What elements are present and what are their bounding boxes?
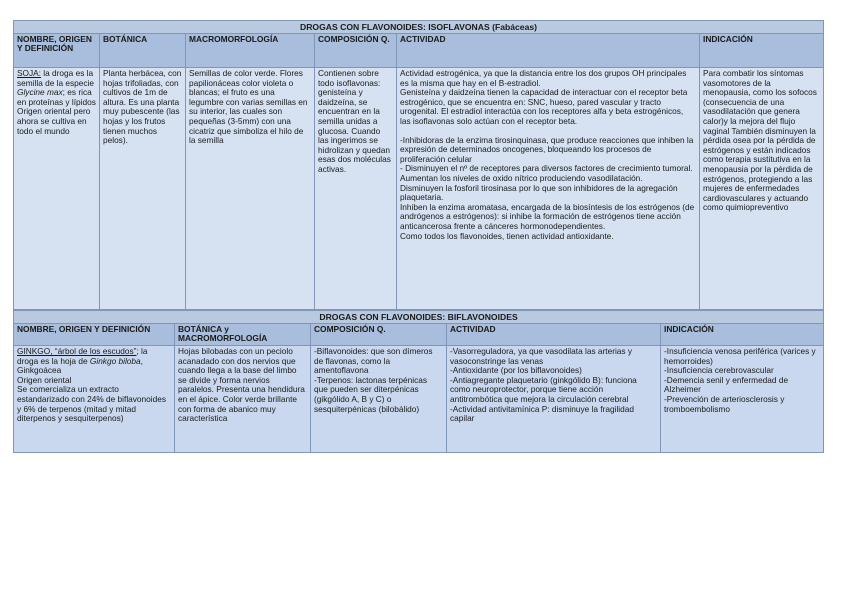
header-composicion: COMPOSICIÓN Q.: [311, 324, 447, 346]
indicacion-paragraph: -Insuficiencia cerebrovascular: [664, 365, 774, 376]
isoflavonas-table: [13, 20, 824, 310]
actividad-paragraph: Actividad estrogénica, ya que la distancia entre los dos grupos OH principales es la misma que hay en el B-estradiol.: [400, 68, 687, 88]
header-macromorfologia: MACROMORFOLOGÍA: [186, 34, 315, 68]
header-botanica: BOTÁNICA: [100, 34, 186, 68]
header-botanica-macromorfologia: BOTÁNICA y MACROMORFOLOGÍA: [175, 324, 311, 346]
indicacion-paragraph: -Demencia senil y enfermedad de Alzheimer: [664, 374, 789, 395]
species-name: Glycine max: [17, 87, 63, 98]
composicion-paragraph: -Terpenos: lactonas terpénicas que pueden ser diterpénicas (gikgólido A, B y C) o sesquiterpénicas (bilobálido): [314, 374, 427, 414]
header-nombre: NOMBRE, ORIGEN Y DEFINICIÓN: [14, 34, 100, 68]
cell-botanica-ginkgo: Hojas bilobadas con un peciolo acanadado con dos nervios que cuando llega a la base del limbo se divide y forma nervios paralelos. Presenta una hendidura en el ápice. Color verde brillante con forma de abanico muy característica: [175, 346, 311, 453]
cell-actividad-ginkgo: [447, 346, 661, 453]
indicacion-paragraph: -Insuficiencia venosa periférica (varices y hemorroides): [664, 346, 816, 366]
nombre-text-b: ; es rica en proteínas y lípidos: [17, 87, 96, 107]
biflavonoides-table: [13, 310, 824, 453]
cell-nombre-ginkgo: [14, 346, 175, 453]
header-indicacion: INDICACIÓN: [700, 34, 824, 68]
header-actividad: ACTIVIDAD: [397, 34, 700, 68]
actividad-paragraph: Como todos los flavonoides, tienen actividad antioxidante.: [400, 230, 614, 241]
drug-name-soja: SOJA:: [17, 68, 41, 78]
nombre-text-b: , Ginkgoácea: [17, 355, 143, 376]
actividad-paragraph: -Inhibidoras de la enzima tirosinquinasa, que produce reacciones que inhiben la expresión de determinados oncogenes, bloqueando los procesos de proliferación celular: [400, 134, 694, 164]
nombre-extracto: Se comercializa un extracto estandarizado con 24% de biflavonoides y 6% de terpenos (mitad y mitad diterpenos y sesquiterpenos): [17, 384, 166, 424]
isoflavonas-table-title: DROGAS CON FLAVONOIDES: ISOFLAVONAS (Fabáceas): [14, 21, 824, 34]
cell-indicacion-soja: Para combatir los síntomas vasomotores de la menopausia, como los sofocos (consecuencia de una vasodilatación que genera calor)y la mejora del flujo vaginal También disminuyen la pérdida osea por la pérdida de estrógenos y están indicados como terapia sustitutiva en la menopausia por la pérdida de estrógenos, protegiendo a las mujeres de enfermedades cardiovasculares y actuando como quimiopreventivo: [700, 68, 824, 310]
nombre-text-a: ; la droga es la hoja de: [17, 346, 148, 366]
header-actividad: ACTIVIDAD: [447, 324, 661, 346]
cell-botanica-soja: Planta herbácea, con hojas trifoliadas, con cultivos de 1m de altura. Es una planta muy pubescente (las hojas y los frutos tienen muchos pelos).: [100, 68, 186, 310]
cell-macromorfologia-soja: Semillas de color verde. Flores papilionáceas color violeta o blancas; el fruto es una legumbre con varias semillas en su interior, las cuales son pequeñas (3-5mm) con una cicatriz que simboliza el hilo de la semilla: [186, 68, 315, 310]
header-composicion: COMPOSICIÓN Q.: [315, 34, 397, 68]
header-nombre: NOMBRE, ORIGEN Y DEFINICIÓN: [14, 324, 175, 346]
cell-actividad-soja: [397, 68, 700, 310]
header-indicacion: INDICACIÓN: [661, 324, 824, 346]
nombre-text-a: la droga es la semilla de la especie: [17, 68, 95, 88]
cell-indicacion-ginkgo: [661, 346, 824, 453]
actividad-paragraph: -Vasorreguladora, ya que vasodilata las arterias y vasoconstringe las venas: [450, 346, 633, 366]
indicacion-paragraph: -Prevención de arteriosclerosis y tromboembolismo: [664, 393, 785, 414]
document-page: [13, 20, 823, 453]
cell-composicion-ginkgo: [311, 346, 447, 453]
cell-nombre-soja: [14, 68, 100, 310]
actividad-paragraph: -Actividad antivitamínica P: disminuye la fragilidad capilar: [450, 403, 634, 424]
actividad-paragraph: -Antiagregante plaquetario (ginkgólido B): funciona como neuroprotector, porque tiene acción antitrombótica que mejora la circulación cerebral: [450, 374, 637, 404]
species-name: Ginkgo biloba: [89, 355, 141, 366]
actividad-paragraph: Inhiben la enzima aromatasa, encargada de la biosíntesis de los estrógenos (de andrógenos a estrógenos): si inhibe la formación de estrógenos tiene acción anticancerosa frente a cánceres hormonodependientes.: [400, 201, 695, 231]
nombre-origen: Origen oriental pero ahora se cultiva en todo el mundo: [17, 106, 91, 136]
nombre-origen: Origen oriental: [17, 374, 72, 385]
drug-name-ginkgo: GINKGO, “árbol de los escudos”: [17, 346, 137, 356]
actividad-paragraph: - Disminuyen el nº de receptores para diversos factores de crecimiento tumoral. Aumentan los niveles de oxido nítrico produciendo vasodilatación.: [400, 163, 693, 183]
actividad-paragraph: Disminuyen la fosforil tirosinasa por lo que son inhibidores de la agregación plaquetaria.: [400, 182, 678, 203]
actividad-paragraph: -Antioxidante (por los biflavonoides): [450, 365, 582, 376]
actividad-paragraph: Genisteína y daidzeína tienen la capacidad de interactuar con el receptor beta estrogénico, que se encuentra en: SNC, hueso, pared vascular y tracto urogenital. El estradiol interactúa con los receptores alfa y beta estrogénicos, las isoflavonas solo actúan con el receptor beta.: [400, 87, 688, 126]
composicion-paragraph: -Biflavonoides: que son dímeros de flavonas, como la amentoflavona: [314, 346, 433, 376]
biflavonoides-table-title: DROGAS CON FLAVONOIDES: BIFLAVONOIDES: [14, 311, 824, 324]
cell-composicion-soja: Contienen sobre todo isoflavonas: genisteína y daidzeína, se encuentran en la semilla unidas a glucosa. Cuando las ingerimos se hidrolizan y quedan esas dos moléculas activas.: [315, 68, 397, 310]
